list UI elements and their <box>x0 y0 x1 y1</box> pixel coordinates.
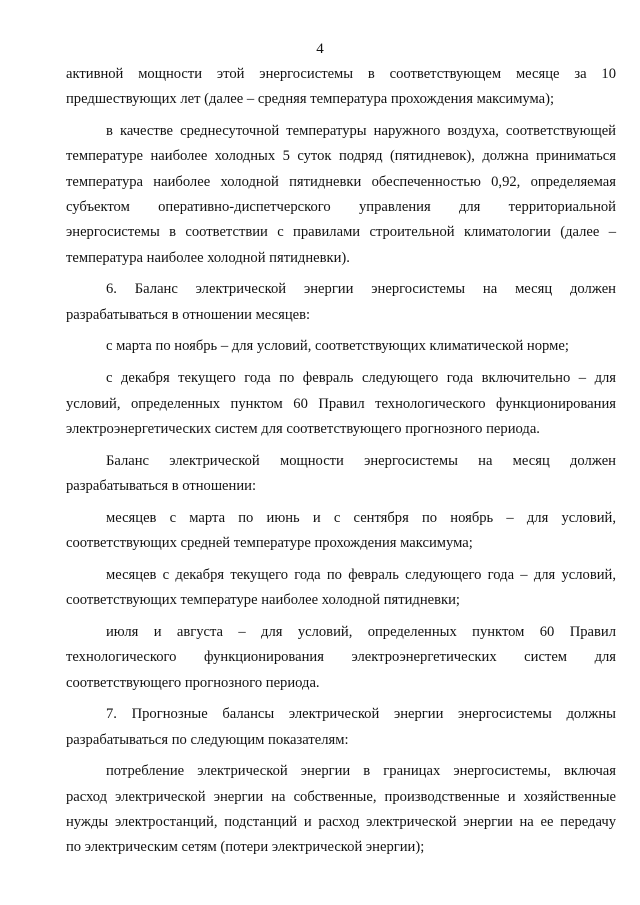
paragraph <box>66 277 616 328</box>
text-line: разрабатываться в отношении месяцев: <box>66 306 311 323</box>
text-line: в качестве среднесуточной температуры наружного воздуха, соответствующей <box>106 123 616 140</box>
text-line: с марта по ноябрь – для условий, соответствующих климатической норме; <box>106 338 569 355</box>
text-line: разрабатываться по следующим показателям: <box>66 731 349 748</box>
text-line: условий, определенных пунктом 60 Правил технологического функционирования <box>66 395 616 412</box>
text-line: соответствующих средней температуре прохождения максимума; <box>66 535 473 552</box>
text-line: энергосистемы в соответствии с правилами строительной климатологии (далее – <box>66 224 616 241</box>
paragraph <box>66 119 616 271</box>
text-line: предшествующих лет (далее – средняя температура прохождения максимума); <box>66 91 555 108</box>
text-line: Баланс электрической мощности энергосистемы на месяц должен <box>106 452 616 469</box>
paragraph <box>66 563 616 614</box>
text-line: соответствующего прогнозного периода. <box>66 674 320 691</box>
text-line: температура наиболее холодной пятидневки). <box>66 249 350 266</box>
text-line: субъектом оперативно-диспетчерского управления для территориальной <box>66 198 616 215</box>
text-line: потребление электрической энергии в границах энергосистемы, включая <box>106 763 616 780</box>
paragraph <box>66 759 616 860</box>
text-line: соответствующих температуре наиболее холодной пятидневки; <box>66 592 460 609</box>
paragraph <box>66 620 616 696</box>
text-line: 6. Баланс электрической энергии энергосистемы на месяц должен <box>106 281 616 298</box>
text-line: по электрическим сетям (потери электрической энергии); <box>66 839 425 856</box>
text-line: нужды электростанций, подстанций и расход электрической энергии на ее передачу <box>66 814 616 831</box>
text-line: активной мощности этой энергосистемы в соответствующем месяце за 10 <box>66 66 616 82</box>
paragraph <box>66 506 616 557</box>
text-line: 7. Прогнозные балансы электрической энергии энергосистемы должны <box>106 706 616 723</box>
text-line: электроэнергетических систем для соответствующего прогнозного периода. <box>66 420 540 437</box>
document-body <box>66 62 616 861</box>
text-line: разрабатываться в отношении: <box>66 477 257 494</box>
text-line: температура наиболее холодной пятидневки обеспеченностью 0,92, определяемая <box>66 173 616 190</box>
paragraph <box>66 702 616 753</box>
text-line: месяцев с декабря текущего года по февраль следующего года – для условий, <box>106 566 616 583</box>
text-line: с декабря текущего года по февраль следующего года включительно – для <box>106 370 616 387</box>
text-line: расход электрической энергии на собственные, производственные и хозяйственные <box>66 788 616 805</box>
paragraph <box>66 449 616 500</box>
paragraph <box>66 334 616 359</box>
text-line: технологического функционирования электроэнергетических систем для <box>66 649 616 666</box>
page-number: 4 <box>316 41 324 57</box>
paragraph <box>66 366 616 442</box>
text-line: месяцев с марта по июнь и с сентября по ноябрь – для условий, <box>106 509 616 526</box>
paragraph <box>66 62 616 113</box>
text-line: июля и августа – для условий, определенных пунктом 60 Правил <box>106 623 616 640</box>
text-line: температуре наиболее холодных 5 суток подряд (пятидневок), должна приниматься <box>66 148 616 165</box>
